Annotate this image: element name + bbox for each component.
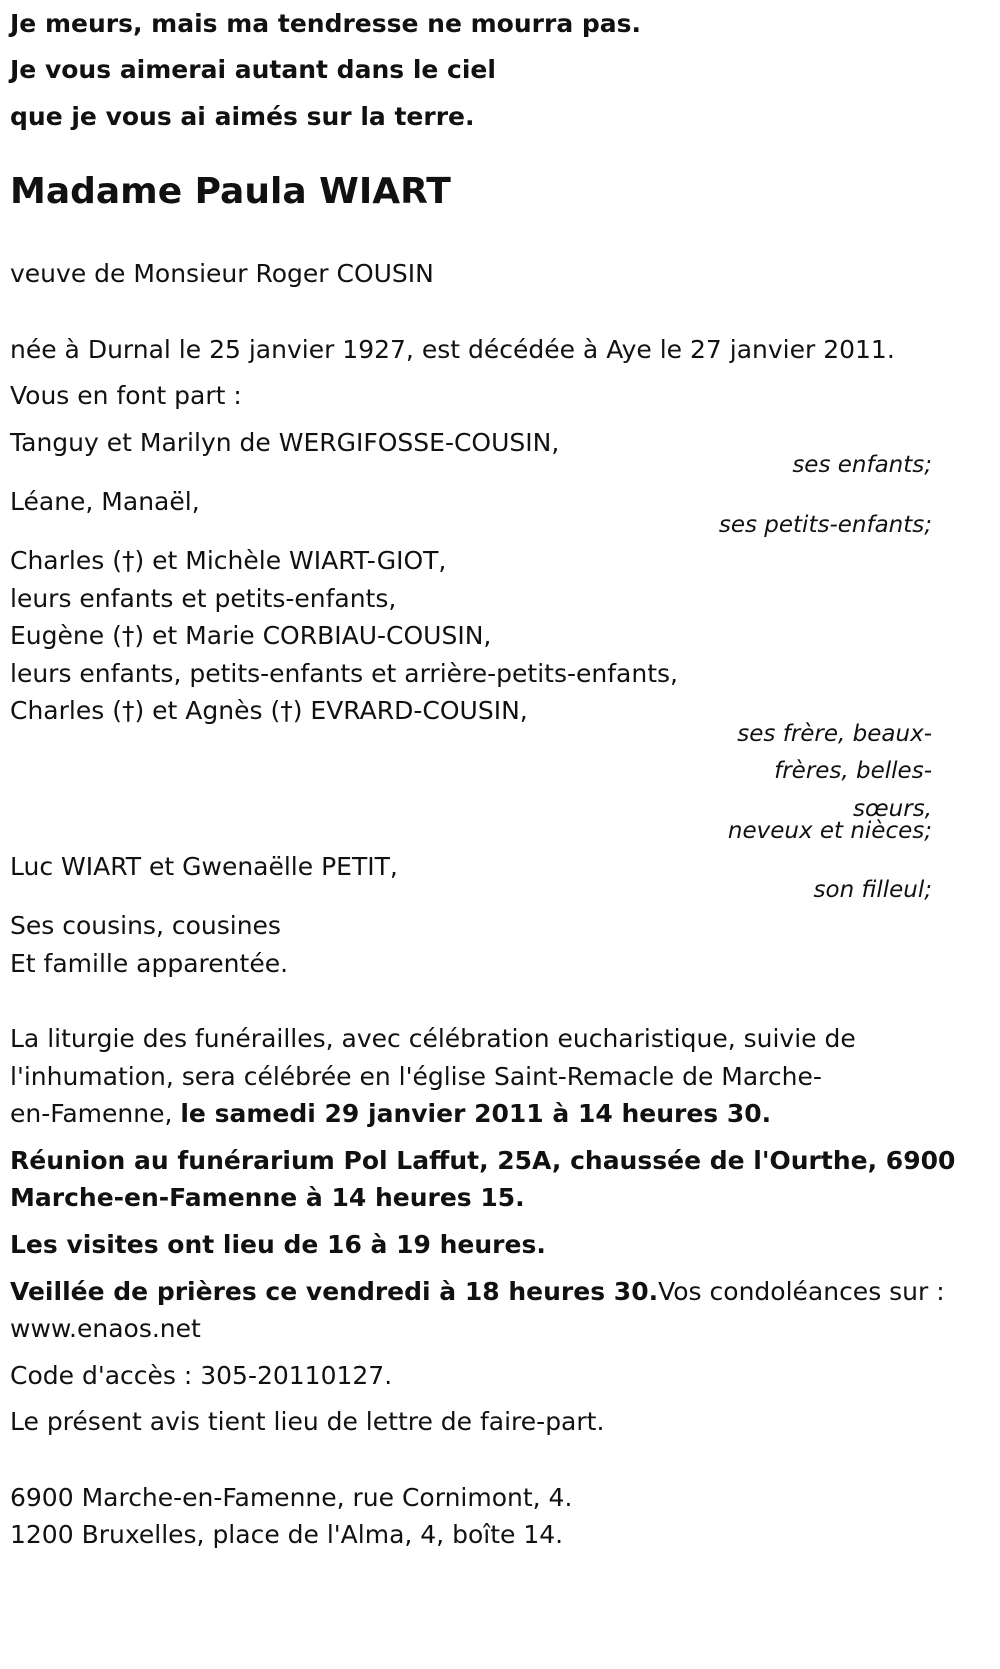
grandchildren-names: Léane, Manaël, [10,487,200,516]
family-line: Et famille apparentée. [10,949,289,978]
quote-line-1: Je meurs, mais ma tendresse ne mourra pas. [10,9,642,38]
address-line-2: 1200 Bruxelles, place de l'Alma, 4, boîte 14. [10,1520,564,1549]
grandchildren-relation: ses petits-enfants; [718,512,932,538]
meeting-line-1: Réunion au funérarium Pol Laffut, 25A, chaussée de l'Ourthe, 6900 [10,1146,956,1175]
notice-line: Le présent avis tient lieu de lettre de faire-part. [10,1407,605,1436]
siblings-relation-4: neveux et nièces; [727,818,932,844]
cousins-line: Ses cousins, cousines [10,911,281,940]
visits-line: Les visites ont lieu de 16 à 19 heures. [10,1230,546,1259]
liturgy-line-3-start: en-Famenne, [10,1099,181,1128]
sibling-line-1: Charles (†) et Michèle WIART-GIOT, [10,546,447,575]
godson-relation: son filleul; [813,877,932,903]
siblings-relation-3: sœurs, [853,796,932,822]
spouse-line: veuve de Monsieur Roger COUSIN [10,259,434,288]
quote-line-3: que je vous ai aimés sur la terre. [10,102,475,131]
deceased-name: Madame Paula WIART [10,171,451,212]
godson-names: Luc WIART et Gwenaëlle PETIT, [10,852,398,881]
sibling-line-4: leurs enfants, petits-enfants et arrière-petits-enfants, [10,659,678,688]
siblings-relation-1: ses frère, beaux- [737,721,932,747]
liturgy-line-3 [10,1098,771,1130]
vigil-text: Veillée de prières ce vendredi à 18 heures 30. [10,1277,659,1306]
birth-death-line: née à Durnal le 25 janvier 1927, est décédée à Aye le 27 janvier 2011. [10,335,895,364]
liturgy-line-2: l'inhumation, sera célébrée en l'église Saint-Remacle de Marche- [10,1062,822,1091]
liturgy-line-1: La liturgie des funérailles, avec célébration eucharistique, suivie de [10,1024,856,1053]
sibling-line-3: Eugène (†) et Marie CORBIAU-COUSIN, [10,621,492,650]
meeting-line-2: Marche-en-Famenne à 14 heures 15. [10,1183,525,1212]
children-names: Tanguy et Marilyn de WERGIFOSSE-COUSIN, [10,428,560,457]
condolences-text: Vos condoléances sur : [658,1277,945,1306]
website-link[interactable]: www.enaos.net [10,1314,201,1343]
liturgy-date: le samedi 29 janvier 2011 à 14 heures 30. [180,1099,772,1128]
children-relation: ses enfants; [792,452,932,478]
quote-line-2: Je vous aimerai autant dans le ciel [10,55,496,84]
address-line-1: 6900 Marche-en-Famenne, rue Cornimont, 4. [10,1483,573,1512]
siblings-relation-2: frères, belles- [774,758,932,784]
access-code-line: Code d'accès : 305-20110127. [10,1361,393,1390]
sibling-line-2: leurs enfants et petits-enfants, [10,584,397,613]
announcement-intro: Vous en font part : [10,381,242,410]
sibling-line-5: Charles (†) et Agnès (†) EVRARD-COUSIN, [10,696,528,725]
vigil-line [10,1276,945,1308]
